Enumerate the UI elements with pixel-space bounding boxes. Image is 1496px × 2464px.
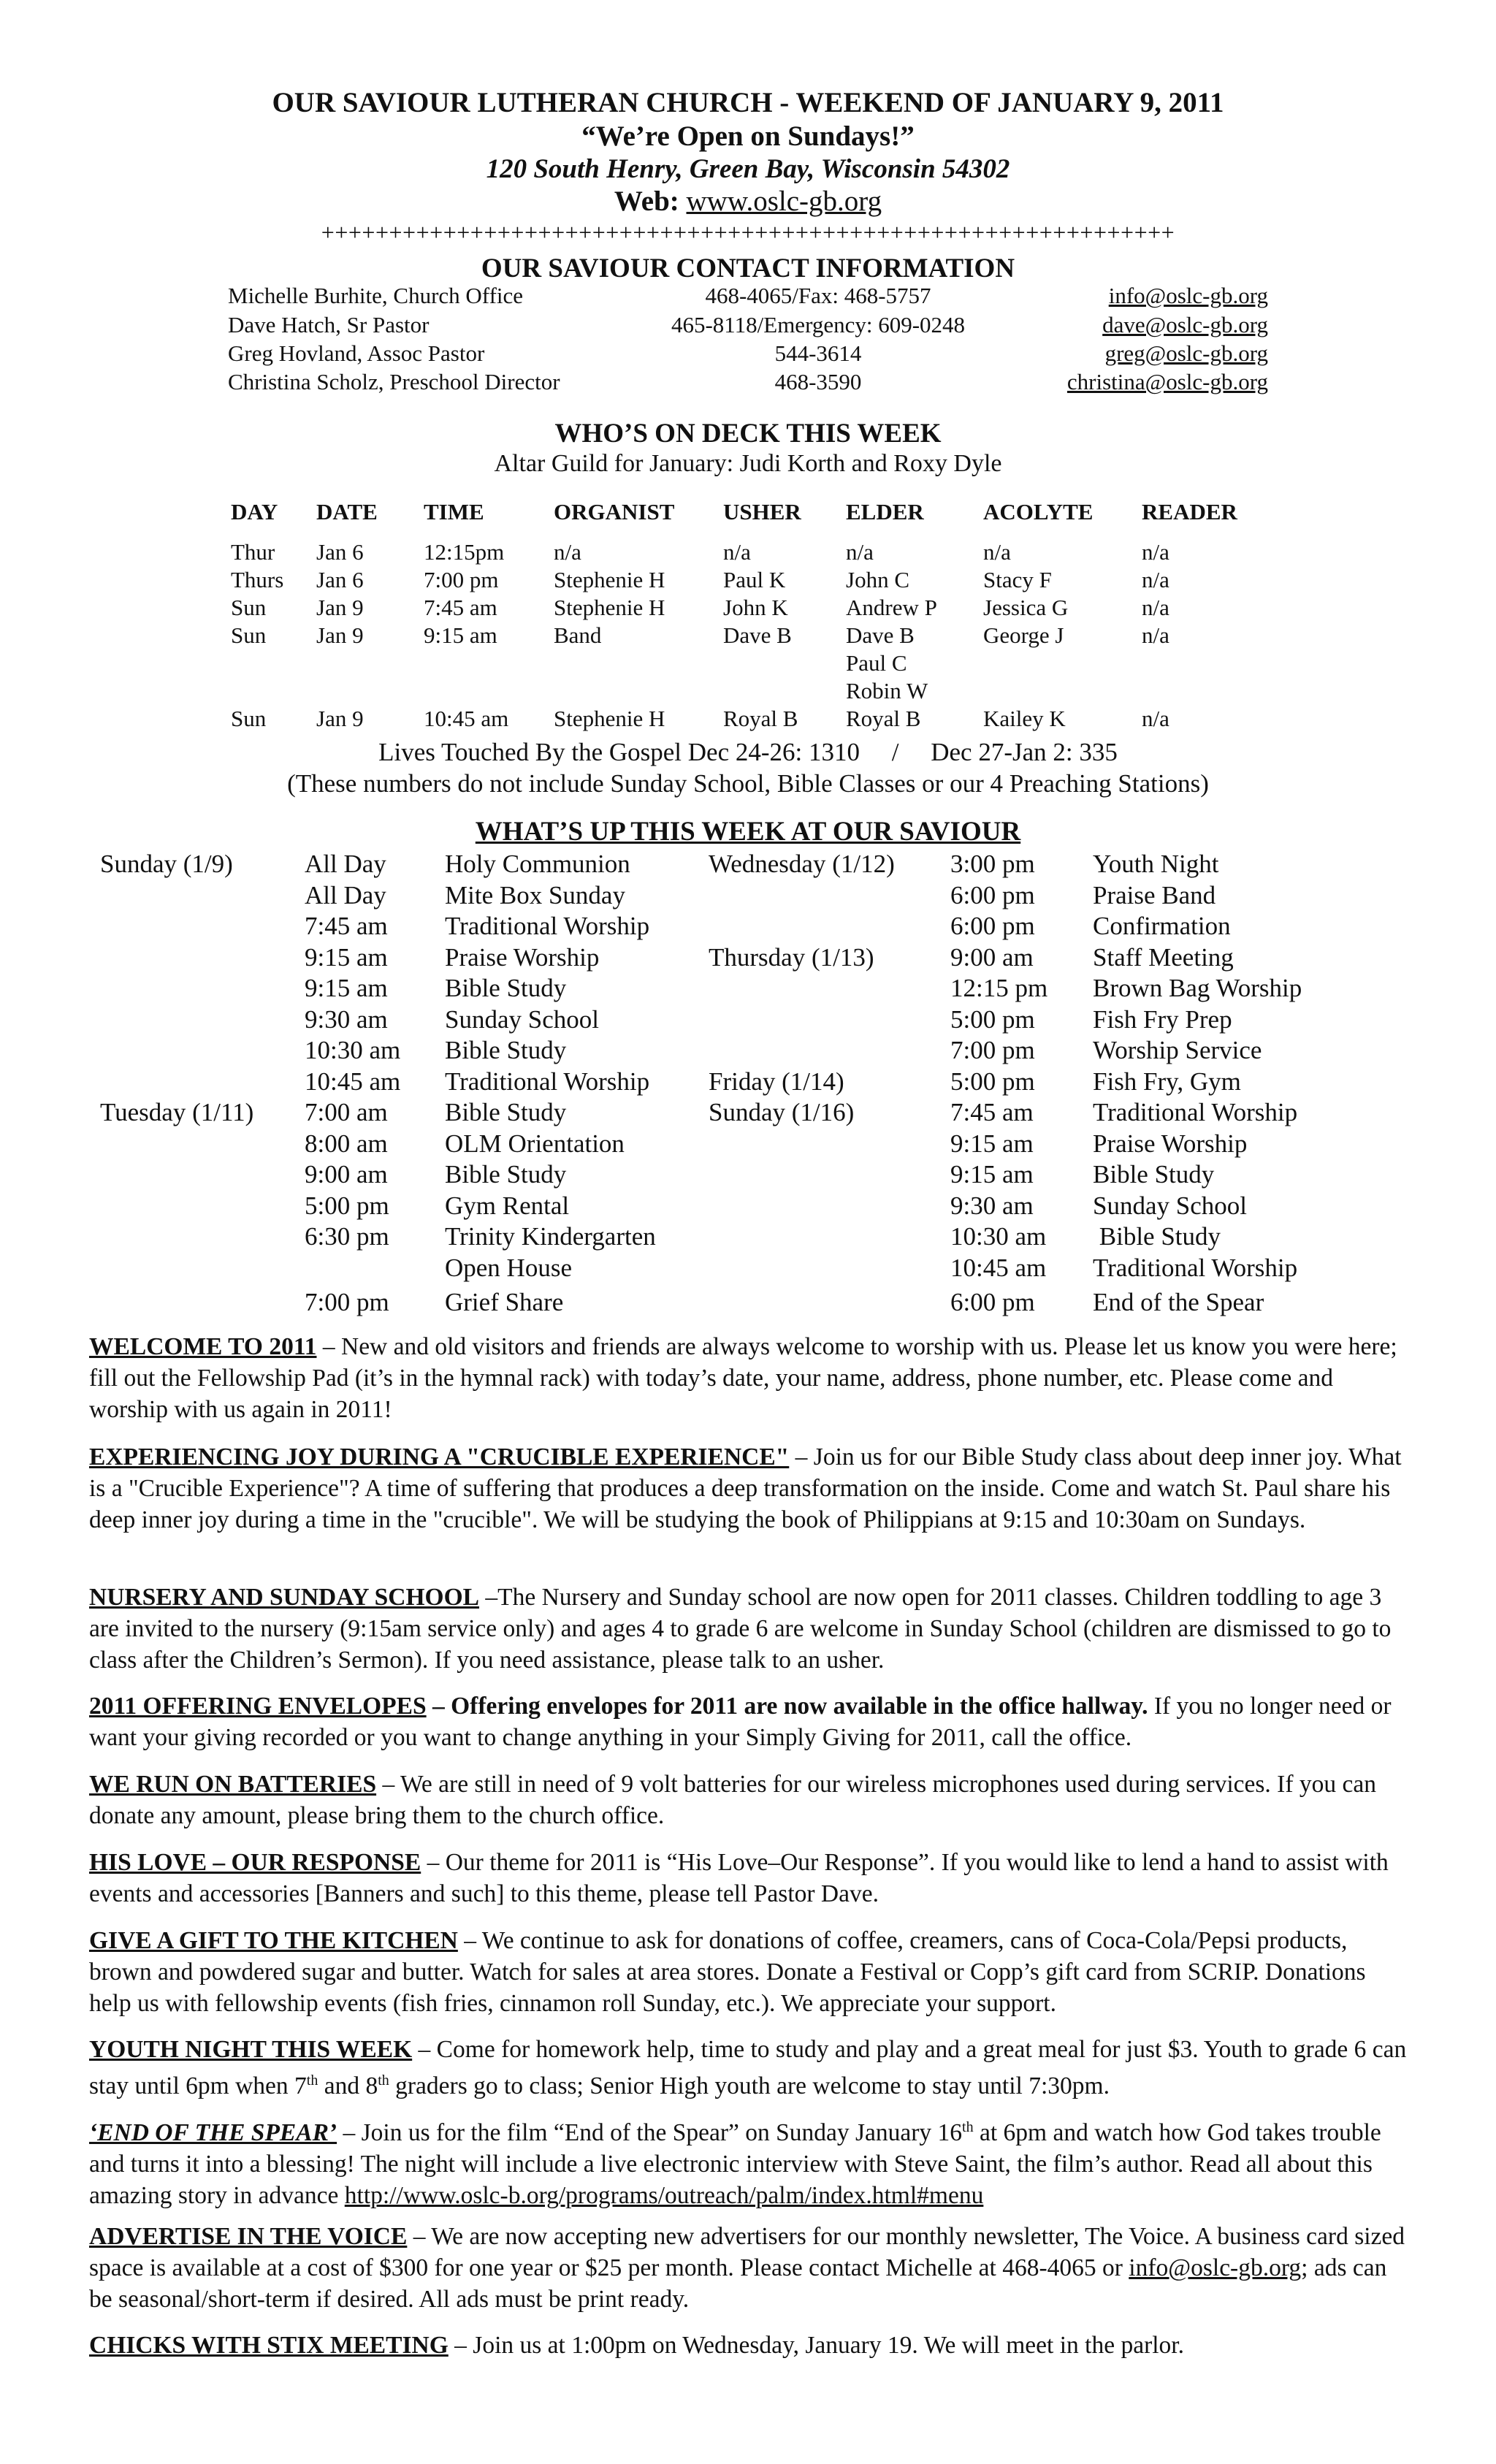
roster-header: USHER — [723, 499, 801, 525]
announcement-title: GIVE A GIFT TO THE KITCHEN — [89, 1927, 458, 1954]
schedule-time: All Day — [305, 850, 386, 878]
announcement-title: NURSERY AND SUNDAY SCHOOL — [89, 1584, 479, 1611]
schedule-time: 6:00 pm — [950, 1288, 1035, 1316]
schedule-time: 10:45 am — [950, 1254, 1047, 1282]
announcement-title: WELCOME TO 2011 — [89, 1333, 317, 1360]
roster-header: DAY — [231, 499, 278, 525]
roster-cell: 7:45 am — [424, 595, 497, 620]
schedule-day: Thursday (1/13) — [709, 943, 874, 972]
roster-cell: n/a — [1142, 539, 1169, 565]
schedule-day: Sunday (1/9) — [100, 850, 233, 878]
email-link[interactable]: info@oslc-gb.org — [1129, 2254, 1302, 2281]
schedule-time: 9:00 am — [305, 1160, 388, 1189]
roster-cell: Band — [554, 622, 602, 648]
schedule-day: Wednesday (1/12) — [709, 850, 895, 878]
roster-cell: n/a — [1142, 706, 1169, 731]
contact-heading: OUR SAVIOUR CONTACT INFORMATION — [481, 253, 1015, 283]
altar-guild: Altar Guild for January: Judi Korth and Roxy Dyle — [494, 450, 1002, 477]
contact-name: Michelle Burhite, Church Office — [228, 283, 524, 308]
schedule-event: Brown Bag Worship — [1093, 974, 1302, 1002]
roster-cell: Jan 9 — [316, 706, 364, 731]
roster-cell: n/a — [846, 539, 874, 565]
roster-cell: Sun — [231, 595, 267, 620]
schedule-time: 6:00 pm — [950, 912, 1035, 940]
website-link[interactable]: www.oslc-gb.org — [686, 186, 882, 217]
roster-cell: Sun — [231, 622, 267, 648]
schedule-event: Fish Fry, Gym — [1093, 1067, 1241, 1096]
roster-cell: Dave B — [846, 622, 915, 648]
roster-header: READER — [1142, 499, 1237, 525]
schedule-event: Sunday School — [445, 1005, 599, 1034]
schedule-time: 6:00 pm — [950, 881, 1035, 909]
superscript: th — [962, 2119, 974, 2135]
announcement-text: at 6pm and watch how God takes trouble and turns it into a blessing! The night will include a live electronic interview with Steve Saint, the film’s author. Read all about this amazing story in advance — [89, 2119, 1381, 2210]
roster-cell: Jan 6 — [316, 567, 364, 592]
roster-cell: Paul K — [723, 567, 786, 592]
announcement-title: WE RUN ON BATTERIES — [89, 1771, 377, 1798]
schedule-event: End of the Spear — [1093, 1288, 1264, 1316]
contact-email[interactable]: christina@oslc-gb.org — [1066, 369, 1268, 394]
announcement-envelopes — [89, 1690, 1410, 1753]
schedule-event: Fish Fry Prep — [1093, 1005, 1232, 1034]
announcement-kitchen — [89, 1925, 1410, 2019]
schedule-event: Sunday School — [1093, 1191, 1247, 1220]
contact-name: Dave Hatch, Sr Pastor — [228, 312, 430, 337]
roster-cell: Stephenie H — [554, 706, 665, 731]
announcement-text: – We are still in need of 9 volt batteries for our wireless microphones used during services. If you can donate any amount, please bring them to the church office. — [89, 1771, 1376, 1829]
announcement-his-love — [89, 1847, 1410, 1910]
schedule-time: 10:45 am — [305, 1067, 401, 1096]
roster-cell: n/a — [554, 539, 581, 565]
plus-divider: +++++++++++++++++++++++++++++++++++++++++++++++++++++++++++++++ — [321, 219, 1175, 245]
schedule-time: 3:00 pm — [950, 850, 1035, 878]
bulletin-title: OUR SAVIOUR LUTHERAN CHURCH - WEEKEND OF JANUARY 9, 2011 — [272, 87, 1224, 118]
schedule-time: 6:30 pm — [305, 1222, 389, 1251]
bulletin-slogan: “We’re Open on Sundays!” — [581, 121, 915, 152]
announcement-text: – We are now accepting new advertisers for our monthly newsletter, The Voice. A business card sized space is available at a cost of $300 for one year or $25 per month. Please contact Michelle at 468-4065 or — [89, 2223, 1405, 2281]
roster-cell: 7:00 pm — [424, 567, 499, 592]
roster-cell: George J — [983, 622, 1064, 648]
roster-cell: Jan 6 — [316, 539, 364, 565]
roster-cell: 10:45 am — [424, 706, 509, 731]
schedule-event: Traditional Worship — [1093, 1254, 1298, 1282]
schedule-time: 9:30 am — [305, 1005, 388, 1034]
announcement-youth — [89, 2034, 1410, 2102]
announcement-text: – Come for homework help, time to study and play and a great meal for just $3. Youth to grade 6 can stay until 6pm when 7 — [89, 2036, 1407, 2100]
lives-touched: Lives Touched By the Gospel Dec 24-26: 1310 / Dec 27-Jan 2: 335 — [378, 738, 1118, 766]
schedule-event: Bible Study — [445, 974, 567, 1002]
schedule-event: Open House — [445, 1254, 572, 1282]
announcement-joy — [89, 1441, 1410, 1536]
roster-cell: Jan 9 — [316, 595, 364, 620]
announcement-text: – Join us for our Bible Study class about deep inner joy. What is a "Crucible Experience"? A time of suffering that produces a deep transformation on the inside. Come and watch St. Paul share his deep inner joy during a time in the "crucible". We will be studying the book of Philippians at 9:15 and 10:30am on Sundays. — [89, 1443, 1402, 1533]
schedule-event: Youth Night — [1093, 850, 1219, 878]
announcement-title: EXPERIENCING JOY DURING A "CRUCIBLE EXPERIENCE" — [89, 1443, 790, 1471]
announcement-title: ADVERTISE IN THE VOICE — [89, 2223, 408, 2250]
website-line — [0, 185, 1496, 218]
schedule-event: Bible Study — [1093, 1222, 1221, 1251]
contact-phone: 468-3590 — [774, 369, 862, 394]
announcement-text: – Our theme for 2011 is “His Love–Our Response”. If you would like to lend a hand to assist with events and accessories [Banners and such] to this theme, please tell Pastor Dave. — [89, 1849, 1389, 1907]
contact-phone: 468-4065/Fax: 468-5757 — [705, 283, 931, 308]
schedule-time: 9:15 am — [305, 943, 388, 972]
spear-link[interactable]: http://www.oslc-b.org/programs/outreach/palm/index.html#menu — [344, 2182, 984, 2210]
schedule-event: Trinity Kindergarten — [445, 1222, 656, 1251]
schedule-day: Tuesday (1/11) — [100, 1098, 254, 1126]
announcement-title: ‘END OF THE SPEAR’ — [89, 2119, 337, 2147]
schedule-event: Staff Meeting — [1093, 943, 1234, 972]
announcement-text: – Join us at 1:00pm on Wednesday, January 19. We will meet in the parlor. — [448, 2332, 1184, 2359]
contact-phone: 544-3614 — [774, 340, 862, 366]
schedule-event: OLM Orientation — [445, 1129, 625, 1158]
roster-cell: n/a — [1142, 567, 1169, 592]
deck-heading: WHO’S ON DECK THIS WEEK — [554, 419, 942, 449]
superscript: th — [378, 2072, 389, 2089]
schedule-event: Traditional Worship — [445, 912, 650, 940]
schedule-time: 5:00 pm — [950, 1005, 1035, 1034]
contact-email[interactable]: dave@oslc-gb.org — [1102, 312, 1268, 337]
announcement-title: CHICKS WITH STIX MEETING — [89, 2332, 449, 2359]
schedule-day: Sunday (1/16) — [709, 1098, 855, 1126]
announcement-advertise — [89, 2221, 1410, 2315]
schedule-time: 5:00 pm — [305, 1191, 389, 1220]
roster-cell: Andrew P — [846, 595, 937, 620]
schedule-time: 9:30 am — [950, 1191, 1034, 1220]
roster-cell: n/a — [723, 539, 751, 565]
schedule-time: 9:00 am — [950, 943, 1034, 972]
announcement-text: – Join us for the film “End of the Spear” on Sunday January 16 — [337, 2119, 963, 2147]
roster-cell: Sun — [231, 706, 267, 731]
schedule-time: 10:30 am — [305, 1036, 401, 1064]
roster-cell: Royal B — [723, 706, 798, 731]
superscript: th — [306, 2072, 318, 2089]
contact-email[interactable]: greg@oslc-gb.org — [1104, 340, 1268, 366]
announcement-text: and 8 — [318, 2072, 378, 2100]
schedule-time: All Day — [305, 881, 386, 909]
schedule-event: Traditional Worship — [1093, 1098, 1298, 1126]
announcement-chicks — [89, 2330, 1410, 2361]
roster-cell: Stephenie H — [554, 567, 665, 592]
schedule-time: 12:15 pm — [950, 974, 1048, 1002]
church-address: 120 South Henry, Green Bay, Wisconsin 54302 — [486, 154, 1010, 184]
schedule-time: 7:00 am — [305, 1098, 388, 1126]
schedule-event: Praise Worship — [445, 943, 600, 972]
schedule-time: 9:15 am — [305, 974, 388, 1002]
schedule-time: 9:15 am — [950, 1160, 1034, 1189]
roster-cell: Paul C — [846, 650, 907, 676]
roster-cell: Dave B — [723, 622, 792, 648]
announcement-batteries — [89, 1769, 1410, 1831]
schedule-time: 7:45 am — [305, 912, 388, 940]
schedule-event: Holy Communion — [445, 850, 630, 878]
schedule-time: 8:00 am — [305, 1129, 388, 1158]
roster-cell: Jessica G — [983, 595, 1069, 620]
announcement-text: – New and old visitors and friends are always welcome to worship with us. Please let us know you were here; fill out the Fellowship Pad (it’s in the hymnal rack) with today’s date, your name, address, phone number, etc. Please come and worship with us again in 2011! — [89, 1333, 1397, 1423]
schedule-time: 5:00 pm — [950, 1067, 1035, 1096]
schedule-event: Traditional Worship — [445, 1067, 650, 1096]
roster-cell: John C — [846, 567, 909, 592]
schedule-event: Worship Service — [1093, 1036, 1262, 1064]
roster-cell: Jan 9 — [316, 622, 364, 648]
roster-header: ELDER — [846, 499, 924, 525]
schedule-time: 7:00 pm — [950, 1036, 1035, 1064]
schedule-event: Bible Study — [445, 1160, 567, 1189]
announcement-bold-text: – Offering envelopes for 2011 are now available in the office hallway. — [426, 1693, 1148, 1720]
roster-cell: Robin W — [846, 678, 928, 703]
announcement-text: If you no longer need or want your giving recorded or you want to change anything in your Simply Giving for 2011, call the office. — [89, 1693, 1392, 1751]
schedule-event: Gym Rental — [445, 1191, 570, 1220]
schedule-event: Bible Study — [1093, 1160, 1215, 1189]
roster-header: ACOLYTE — [983, 499, 1094, 525]
roster-cell: n/a — [983, 539, 1011, 565]
roster-header: ORGANIST — [554, 499, 675, 525]
schedule-event: Bible Study — [445, 1098, 567, 1126]
contact-phone: 465-8118/Emergency: 609-0248 — [671, 312, 966, 337]
roster-cell: Royal B — [846, 706, 921, 731]
announcement-title: YOUTH NIGHT THIS WEEK — [89, 2036, 413, 2063]
roster-header: DATE — [316, 499, 378, 525]
schedule-event: Grief Share — [445, 1288, 564, 1316]
schedule-event: Praise Worship — [1093, 1129, 1248, 1158]
schedule-time: 9:15 am — [950, 1129, 1034, 1158]
announcement-text: graders go to class; Senior High youth are welcome to stay until 7:30pm. — [389, 2072, 1110, 2100]
announcement-spear — [89, 2112, 1410, 2211]
announcement-title: HIS LOVE – OUR RESPONSE — [89, 1849, 421, 1876]
roster-cell: Thurs — [231, 567, 284, 592]
schedule-day: Friday (1/14) — [709, 1067, 844, 1096]
schedule-time: 10:30 am — [950, 1222, 1047, 1251]
contact-name: Greg Hovland, Assoc Pastor — [228, 340, 485, 366]
schedule-event: Confirmation — [1093, 912, 1231, 940]
contact-name: Christina Scholz, Preschool Director — [228, 369, 560, 394]
roster-cell: 9:15 am — [424, 622, 497, 648]
announcement-title: 2011 OFFERING ENVELOPES — [89, 1693, 427, 1720]
roster-cell: John K — [723, 595, 788, 620]
schedule-event: Praise Band — [1093, 881, 1216, 909]
week-heading: WHAT’S UP THIS WEEK AT OUR SAVIOUR — [475, 817, 1021, 847]
announcement-text: – We continue to ask for donations of coffee, creamers, cans of Coca-Cola/Pepsi products, brown and powdered sugar and butter. Watch for sales at area stores. Donate a Festival or Copp’s gift card from SCRIP. Donations help us with fellowship events (fish fries, cinnamon roll Sunday, etc.). We appreciate your support. — [89, 1927, 1366, 2017]
lives-note: (These numbers do not include Sunday School, Bible Classes or our 4 Preaching Stations) — [287, 769, 1209, 798]
contact-email[interactable]: info@oslc-gb.org — [1108, 283, 1268, 308]
web-label: Web: — [614, 186, 679, 217]
schedule-event: Mite Box Sunday — [445, 881, 625, 909]
roster-cell: n/a — [1142, 595, 1169, 620]
roster-cell: Kailey K — [983, 706, 1066, 731]
schedule-event: Bible Study — [445, 1036, 567, 1064]
roster-cell: n/a — [1142, 622, 1169, 648]
roster-cell: Stacy F — [983, 567, 1052, 592]
roster-cell: 12:15pm — [424, 539, 505, 565]
roster-cell: Thur — [231, 539, 275, 565]
announcement-text: –The Nursery and Sunday school are now open for 2011 classes. Children toddling to age 3 are invited to the nursery (9:15am service only) and ages 4 to grade 6 are welcome in Sunday School (children are dismissed to go to class after the Children’s Sermon). If you need assistance, please talk to an usher. — [89, 1584, 1392, 1674]
roster-cell: Stephenie H — [554, 595, 665, 620]
schedule-time: 7:00 pm — [305, 1288, 389, 1316]
announcement-text: ; ads can be seasonal/short-term if desired. All ads must be print ready. — [89, 2254, 1387, 2313]
announcement-welcome — [89, 1331, 1410, 1425]
schedule-time: 7:45 am — [950, 1098, 1034, 1126]
announcement-nursery — [89, 1582, 1410, 1676]
roster-header: TIME — [424, 499, 484, 525]
